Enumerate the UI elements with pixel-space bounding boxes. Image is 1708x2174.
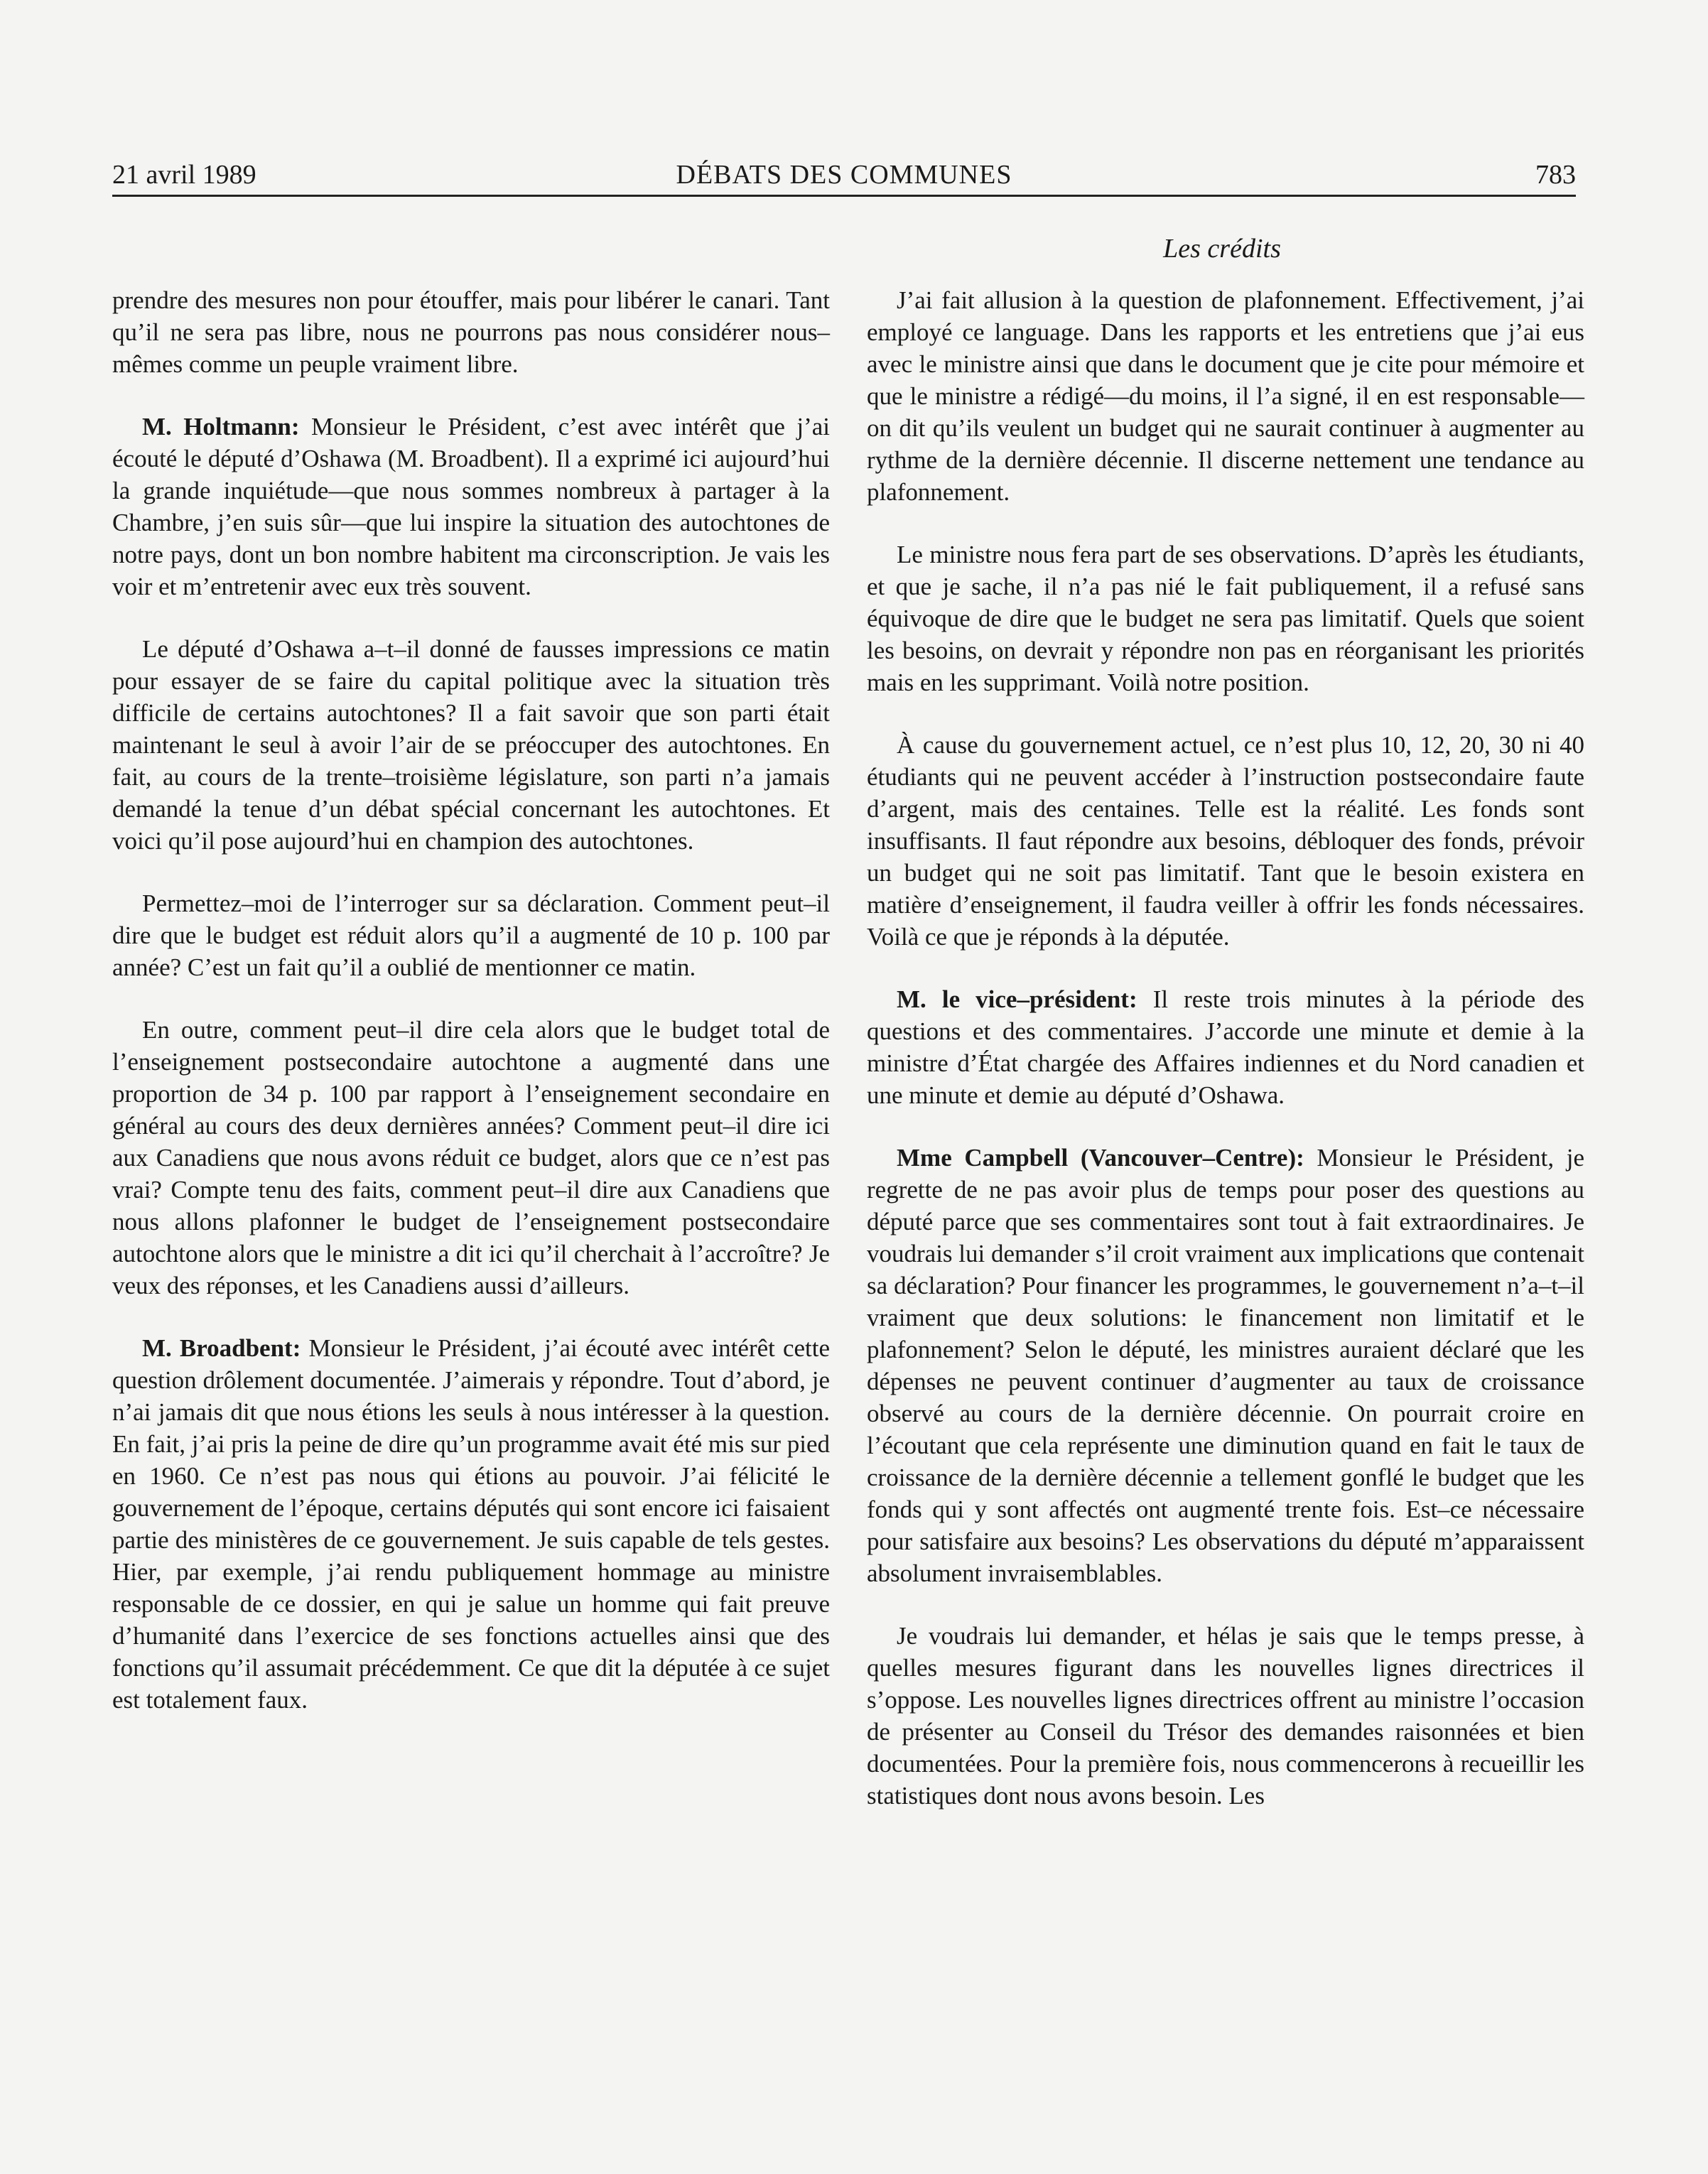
paragraph [867, 983, 1584, 1111]
paragraph-text: Monsieur le Président, je regrette de ne pas avoir plus de temps pour poser des questions au député parce que ses commentaires sont tout à fait extraordinaires. Je voudrais lui demander s’il croit vraiment aux implications que contenait sa déclaration? Pour financer les programmes, le gouvernement n’a–t–il vraiment que deux solutions: le financement non limitatif et le plafonnement? Selon le député, les ministres auraient déclaré que les dépenses ne peuvent continuer d’augmenter au taux de croissance observé au cours de la dernière décennie. On pourrait croire en l’écoutant que cela représente une diminution quand en fait le taux de croissance de la dernière décennie a tellement gonflé le budget que les fonds qui y sont affectés ont augmenté trente fois. Est–ce nécessaire pour satisfaire aux besoins? Les observations du député m’apparaissent absolument invraisemblables. [867, 1144, 1585, 1587]
paragraph [867, 284, 1584, 508]
paragraph-text: Permettez–moi de l’interroger sur sa déclaration. Comment peut–il dire que le budget est réduit alors qu’il a augmenté de 10 p. 100 par année? C’est un fait qu’il a oublié de mentionner ce matin. [112, 889, 830, 981]
paragraph [867, 1142, 1584, 1589]
paragraph [112, 633, 830, 857]
paragraph [112, 284, 830, 380]
speaker-name: M. Broadbent: [142, 1334, 301, 1362]
paragraph-text: Il reste trois minutes à la période des questions et des commentaires. J’accorde une minute et demie à la ministre d’État chargée des Affaires indiennes et du Nord canadien et une minute et demie au député d’Oshawa. [867, 985, 1585, 1109]
paragraph-text: J’ai fait allusion à la question de plafonnement. Effectivement, j’ai employé ce language. Dans les rapports et les entretiens que j’ai eus avec le ministre ainsi que dans le document que je cite pour mémoire et que le ministre a rédigé—du moins, il l’a signé, il en est responsable—on dit qu’ils veulent un budget qui ne saurait continuer à augmenter au rythme de la dernière décennie. Il discerne nettement une tendance au plafonnement. [867, 286, 1584, 506]
paragraph-text: prendre des mesures non pour étouffer, mais pour libérer le canari. Tant qu’il ne sera pas libre, nous ne pourrons pas nous considérer nous–mêmes comme un peuple vraiment libre. [112, 286, 830, 378]
paragraph-text: Monsieur le Président, j’ai écouté avec intérêt cette question drôlement documentée. J’aimerais y répondre. Tout d’abord, je n’ai jamais dit que nous étions les seuls à nous intéresser à la question. En fait, j’ai pris la peine de dire qu’un programme avait été mis sur pied en 1960. Ce n’est pas nous qui étions au pouvoir. J’ai félicité le gouvernement de l’époque, certains députés qui sont encore ici faisaient partie des ministères de ce gouvernement. Je suis capable de tels gestes. Hier, par exemple, j’ai rendu publiquement hommage au ministre responsable de ce dossier, en qui je salue un homme qui fait preuve d’humanité dans l’exercice de ses fonctions actuelles ainsi que des fonctions qu’il assumait précédemment. Ce que dit la députée à ce sujet est totalement faux. [112, 1334, 830, 1714]
speaker-name: M. Holtmann: [142, 413, 300, 440]
header-title: DÉBATS DES COMMUNES [676, 160, 1012, 190]
section-title: Les crédits [1163, 234, 1281, 264]
header-date: 21 avril 1989 [112, 160, 256, 190]
paragraph-text: Monsieur le Président, c’est avec intérêt que j’ai écouté le député d’Oshawa (M. Broadbent). Il a exprimé ici aujourd’hui la grande inquiétude—que nous sommes nombreux à partager à la Chambre, j’en suis sûr—que lui inspire la situation des autochtones de notre pays, dont un bon nombre habitent ma circonscription. Je vais les voir et m’entretenir avec eux très souvent. [112, 413, 831, 600]
paragraph [112, 411, 830, 602]
paragraph-text: Je voudrais lui demander, et hélas je sais que le temps presse, à quelles mesures figurant dans les nouvelles lignes directrices il s’oppose. Les nouvelles lignes directrices offrent au ministre l’occasion de présenter au Conseil du Trésor des demandes raisonnées et bien documentées. Pour la première fois, nous commencerons à recueillir les statistiques dont nous avons besoin. Les [867, 1622, 1584, 1810]
paragraph [867, 1620, 1584, 1812]
speaker-name: M. le vice–président: [897, 985, 1137, 1013]
paragraph-text: Le ministre nous fera part de ses observations. D’après les étudiants, et que je sache, il n’a pas nié le fait publiquement, il a refusé sans équivoque de dire que le budget ne sera pas limitatif. Quels que soient les besoins, on devrait y répondre non pas en réorganisant les priorités mais en les supprimant. Voilà notre position. [867, 541, 1584, 696]
paragraph [112, 1332, 830, 1716]
right-column [867, 284, 1584, 1842]
page-number: 783 [1535, 160, 1576, 190]
paragraph-text: En outre, comment peut–il dire cela alors que le budget total de l’enseignement postsecondaire autochtone a augmenté dans une proportion de 34 p. 100 par rapport à l’enseignement secondaire en général au cours des deux dernières années? Comment peut–il dire ici aux Canadiens que nous avons réduit ce budget, alors que ce n’est pas vrai? Compte tenu des faits, comment peut–il dire aux Canadiens que nous allons plafonner le budget de l’enseignement postsecondaire autochtone alors que le ministre a dit ici qu’il cherchait à l’accroître? Je veux des réponses, et les Canadiens aussi d’ailleurs. [112, 1016, 830, 1299]
paragraph-text: À cause du gouvernement actuel, ce n’est plus 10, 12, 20, 30 ni 40 étudiants qui ne peuvent accéder à l’instruction postsecondaire faute d’argent, mais des centaines. Telle est la réalité. Les fonds sont insuffisants. Il faut répondre aux besoins, débloquer des fonds, prévoir un budget qui ne soit pas limitatif. Tant que le besoin existera en matière d’enseignement, il faudra veiller à offrir les fonds nécessaires. Voilà ce que je réponds à la députée. [867, 731, 1584, 951]
paragraph [867, 539, 1584, 698]
left-column [112, 284, 830, 1746]
speaker-name: Mme Campbell (Vancouver–Centre): [897, 1144, 1304, 1172]
paragraph [112, 1014, 830, 1302]
paragraph [112, 887, 830, 983]
paragraph [867, 729, 1584, 953]
running-head [112, 155, 1576, 197]
paragraph-text: Le député d’Oshawa a–t–il donné de fausses impressions ce matin pour essayer de se faire du capital politique avec la situation très difficile de certains autochtones? Il a fait savoir que son parti était maintenant le seul à avoir l’air de se préoccuper des autochtones. En fait, au cours de la trente–troisième législature, son parti n’a jamais demandé la tenue d’un débat spécial concernant les autochtones. Et voici qu’il pose aujourd’hui en champion des autochtones. [112, 635, 830, 855]
